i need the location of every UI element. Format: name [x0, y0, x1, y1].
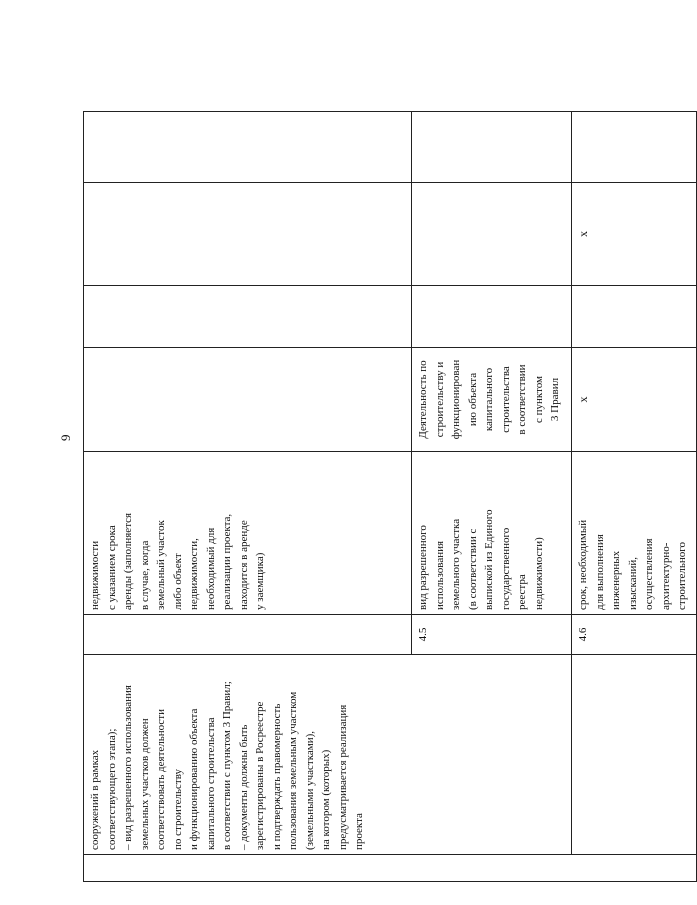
text-line: (земельными участками),	[303, 730, 316, 850]
text-line: государственного	[499, 527, 512, 610]
text-line: и функционированию объекта	[188, 708, 200, 850]
text-line: Деятельность по	[417, 360, 429, 439]
text-line: ию объекта	[466, 372, 479, 427]
row-number-4-6: 4.6	[572, 615, 697, 655]
text-line: земельных участков должен	[138, 718, 151, 850]
text-line: капитального строительства	[204, 717, 217, 850]
text-line: необходимый для	[204, 527, 217, 610]
empty-cell	[572, 655, 697, 855]
text-line: строительства	[499, 366, 512, 433]
description-cell	[412, 452, 572, 615]
empty-cell	[84, 286, 412, 348]
empty-cell	[412, 112, 572, 183]
text-line: срок, необходимый	[577, 519, 589, 610]
text-line: земельного участка	[450, 518, 462, 610]
value-cell	[84, 183, 412, 286]
text-line: для выполнения	[593, 534, 606, 610]
text-line: сооружений в рамках	[89, 749, 101, 850]
text-line: капитального	[483, 367, 495, 432]
text-line: проекта	[353, 813, 365, 850]
text-line: инженерных	[610, 550, 622, 610]
text-line: земельный участок	[155, 520, 167, 610]
text-line: аренды (заполняется	[122, 512, 134, 610]
empty-cell	[412, 286, 572, 348]
text-line: реализации проекта,	[221, 513, 233, 610]
value-cell	[412, 183, 572, 286]
text-line: соответствующего этапа);	[105, 728, 118, 850]
text-line: строительству и	[433, 361, 446, 438]
text-line: вид разрешенного	[417, 525, 429, 610]
text-line: выпиской из Единого	[483, 509, 495, 610]
text-line: с указанием срока	[105, 525, 118, 610]
text-line: недвижимости)	[532, 537, 545, 610]
text-line: осуществления	[643, 538, 655, 610]
value-mark: x	[572, 183, 697, 286]
empty-cell	[572, 286, 697, 348]
left-criteria-cell	[84, 655, 572, 855]
text-line: в случае, когда	[138, 540, 151, 610]
requirements-table	[83, 111, 697, 882]
text-line: находится в аренде	[237, 520, 250, 610]
text-line: – вид разрешенного использования	[122, 685, 134, 850]
empty-cell	[572, 112, 697, 183]
requirement-mark: x	[572, 348, 697, 452]
text-line: реестра	[516, 574, 528, 610]
text-line: у заемщика)	[254, 552, 266, 610]
text-line: зарегистрированы в Росреестре	[254, 701, 266, 850]
text-line: недвижимости,	[188, 538, 200, 610]
table-row	[84, 112, 412, 882]
requirement-cell	[412, 348, 572, 452]
description-cell	[572, 452, 697, 615]
text-line: предусматривается реализация	[336, 704, 349, 850]
text-line: и подтверждать правомерность	[270, 703, 283, 850]
text-line: функционирован	[450, 359, 462, 440]
row-number-4-5: 4.5	[412, 615, 572, 655]
text-line: использования	[433, 540, 446, 610]
text-line: соответствовать деятельности	[155, 709, 167, 850]
rotated-table-container	[83, 112, 688, 882]
empty-cell	[84, 112, 412, 183]
text-line: пользования земельным участком	[287, 691, 299, 850]
text-line: либо объект	[171, 553, 184, 610]
text-line: в соответствии с пунктом 3 Правил;	[221, 681, 233, 850]
text-line: в соответствии	[516, 364, 528, 435]
text-line: архитектурно-	[659, 542, 672, 610]
text-line: недвижимости	[89, 540, 101, 610]
text-line: 3 Правил	[549, 377, 561, 422]
description-cell	[84, 452, 412, 615]
text-line: на котором (которых)	[320, 749, 332, 850]
number-cell	[84, 615, 412, 655]
empty-cell	[84, 855, 697, 882]
requirement-cell	[84, 348, 412, 452]
text-line: изысканий,	[626, 557, 639, 610]
text-line: – документы должны быть	[237, 724, 250, 850]
page-number: 9	[58, 434, 73, 441]
table-row	[572, 112, 697, 882]
text-line: строительного	[676, 541, 688, 610]
text-line: (в соответствии с	[466, 528, 479, 610]
text-line: с пунктом	[532, 375, 545, 424]
text-line: по строительству	[171, 768, 184, 850]
